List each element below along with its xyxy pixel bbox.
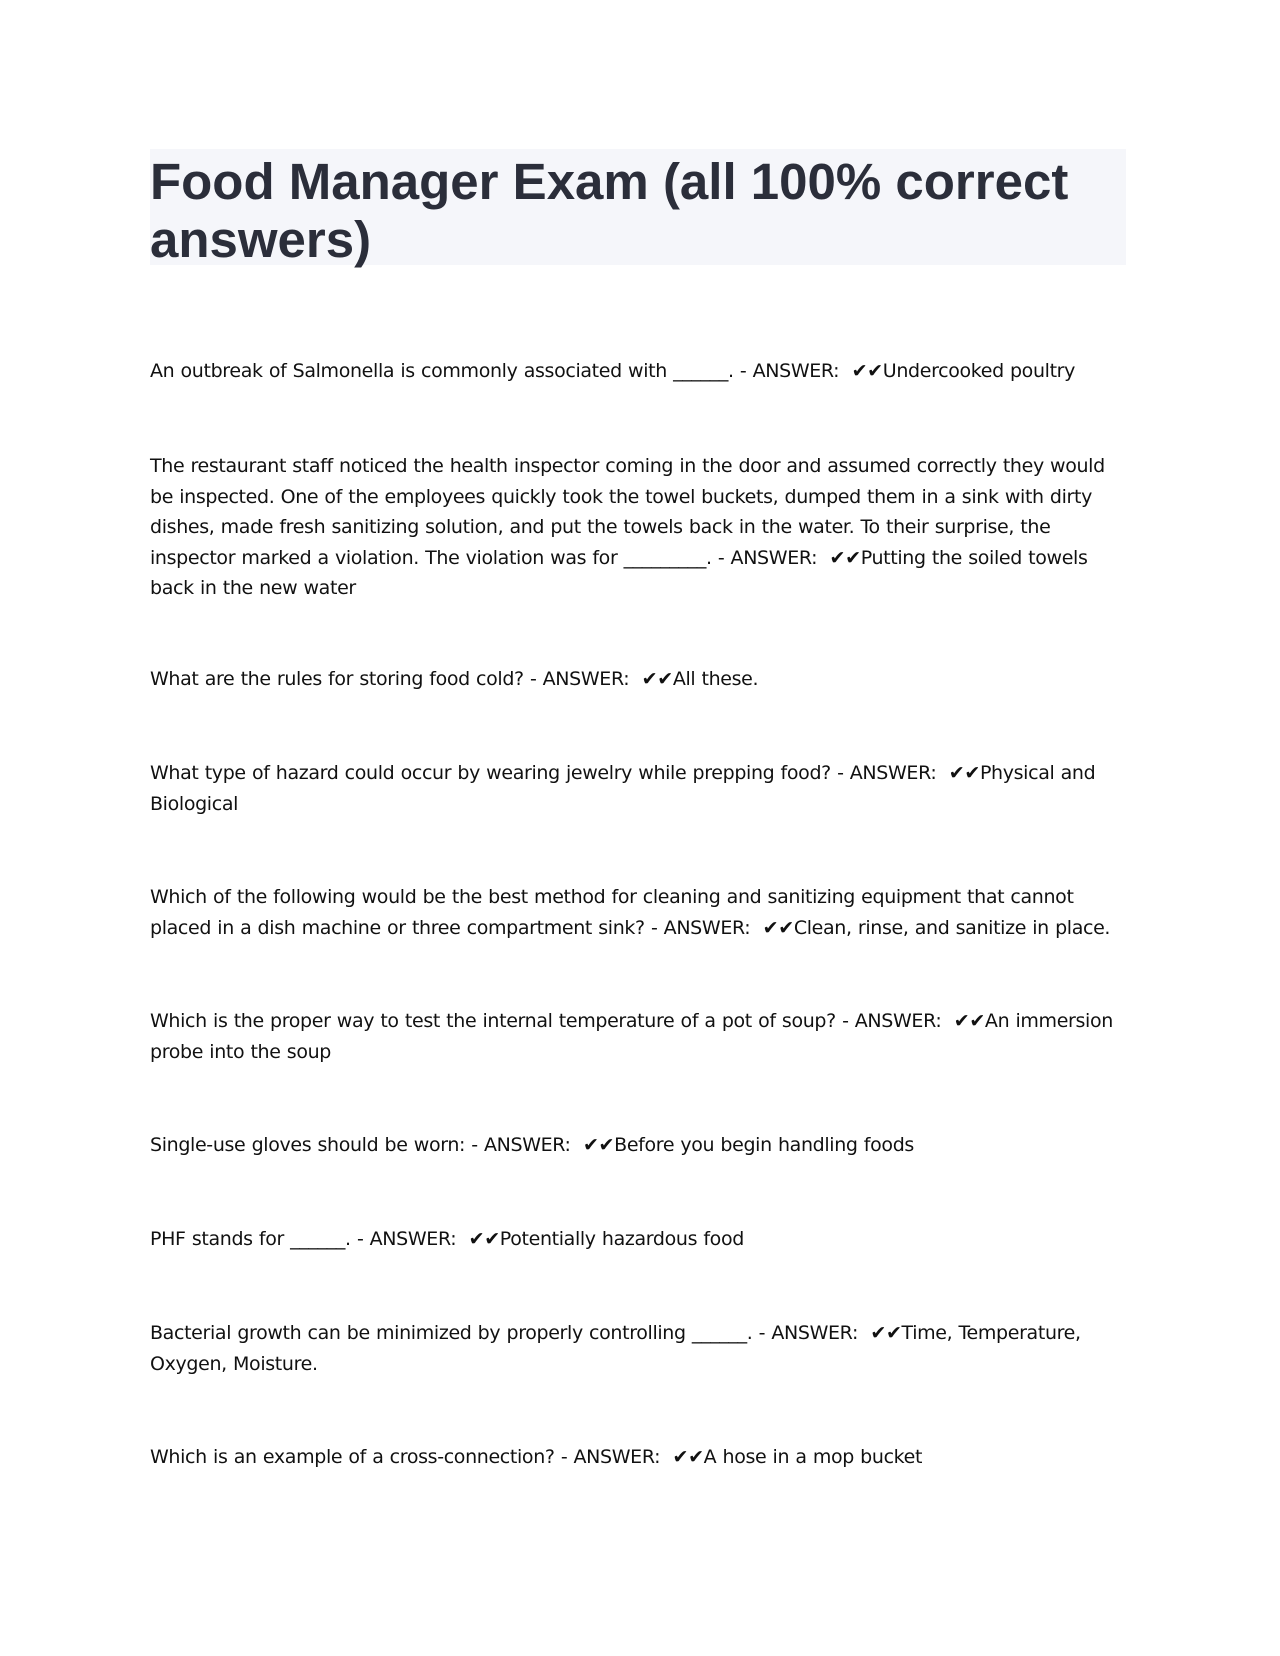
answer-marker: - ANSWER: ✔✔ [835,1010,985,1032]
answer-marker: - ANSWER: ✔✔ [350,1228,500,1250]
qa-item-8 [150,1224,1130,1255]
answer-text: An immersion probe into the soup [150,1010,1113,1063]
question-text: An outbreak of Salmonella is commonly associated with ______. [150,360,734,382]
qa-item-6 [150,1006,1130,1067]
qa-item-4 [150,758,1130,819]
question-text: Which of the following would be the best method for cleaning and sanitizing equipment that cannot placed in a dish machine or three compartment sink? [150,886,1074,939]
title-block [150,149,1126,268]
answer-marker: - ANSWER: ✔✔ [711,546,861,569]
question-text: Single-use gloves should be worn: [150,1134,466,1156]
question-text: PHF stands for ______. [150,1228,351,1250]
answer-marker: - ANSWER: ✔✔ [733,360,883,382]
question-text: Which is an example of a cross-connection? [150,1446,555,1468]
question-text: The restaurant staff noticed the health inspector coming in the door and assumed correctly they would be inspected. One of the employees quickly took the towel buckets, dumped them in a sink with dirty dishes, made fresh sanitizing solution, and put the towels back in the water. To their surprise, the inspector marked a violation. The violation was for _________. [150,455,1105,569]
answer-text: All these. [672,668,759,690]
question-text: Which is the proper way to test the internal temperature of a pot of soup? [150,1010,836,1032]
answer-marker: - ANSWER: ✔✔ [752,1322,902,1344]
answer-text: Putting the soiled towels back in the new water [150,546,1088,599]
qa-item-2 [150,451,1130,604]
answer-marker: - ANSWER: ✔✔ [830,762,980,784]
qa-item-1 [150,356,1130,387]
qa-item-3 [150,664,1130,695]
question-text: What are the rules for storing food cold? [150,668,524,690]
question-text: What type of hazard could occur by wearing jewelry while prepping food? [150,762,831,784]
answer-text: A hose in a mop bucket [703,1446,923,1468]
qa-item-7 [150,1130,1130,1161]
question-text: Bacterial growth can be minimized by properly controlling ______. [150,1322,753,1344]
answer-text: Clean, rinse, and sanitize in place. [793,916,1111,939]
page-title: Food Manager Exam (all 100% correct answers) [150,153,1069,268]
answer-marker: - ANSWER: ✔✔ [523,668,673,690]
answer-text: Undercooked poultry [882,360,1076,382]
answer-text: Before you begin handling foods [614,1134,914,1156]
answer-text: Physical and Biological [150,762,1096,815]
qa-item-9 [150,1318,1130,1379]
answer-marker: - ANSWER: ✔✔ [554,1446,704,1468]
answer-text: Potentially hazardous food [499,1228,744,1250]
answer-marker: - ANSWER: ✔✔ [465,1134,615,1156]
qa-item-5 [150,882,1130,943]
answer-marker: - ANSWER: ✔✔ [644,916,794,939]
qa-item-10 [150,1442,1130,1473]
answer-text: Time, Temperature, Oxygen, Moisture. [150,1322,1081,1375]
